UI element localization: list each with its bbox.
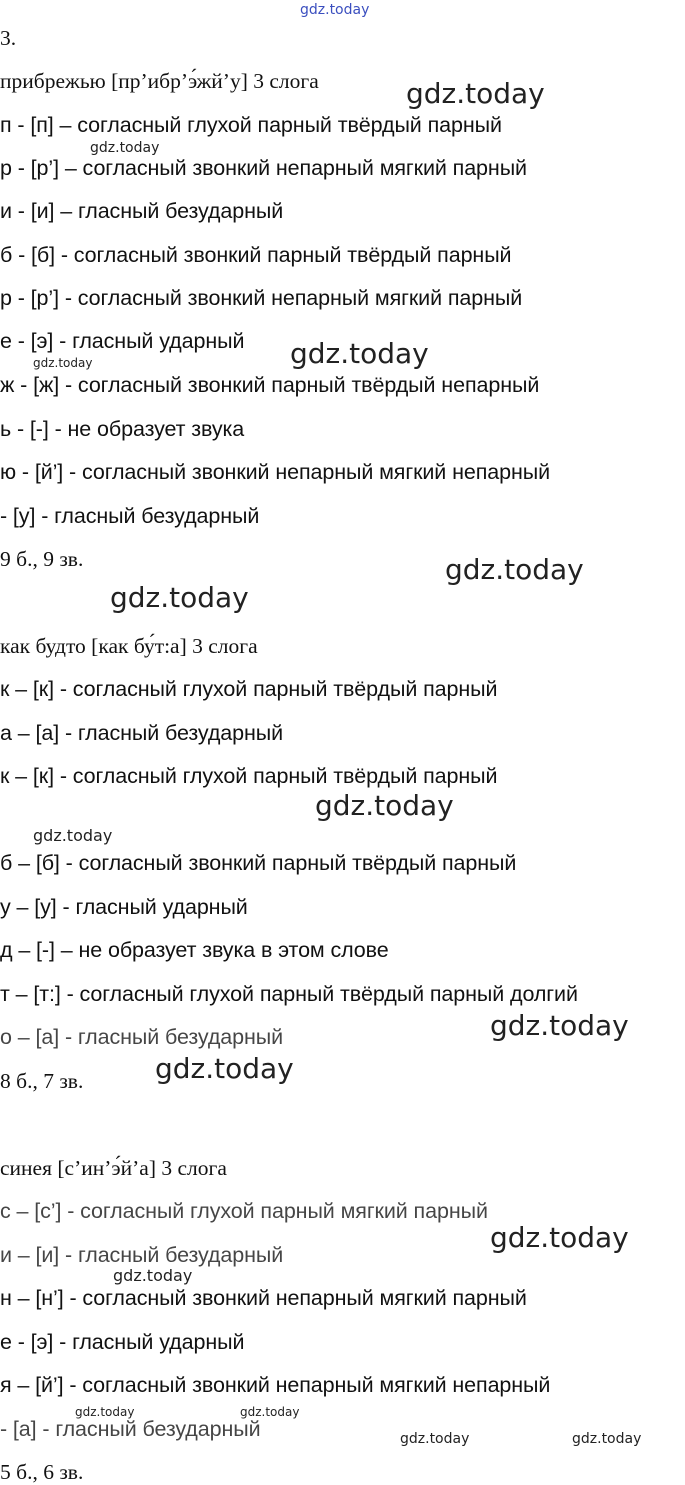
watermark: gdz.today (110, 581, 249, 614)
word2-summary: 8 б., 7 зв. (0, 1069, 84, 1093)
word2-row-6: д – [-] – не образует звука в этом слове (0, 938, 389, 962)
watermark: gdz.today (406, 77, 545, 110)
watermark: gdz.today (155, 1052, 294, 1085)
word1-row-8: ь - [-] - не образует звука (0, 417, 245, 441)
word2-header: как будто [как бу́т:а] 3 слога (0, 634, 258, 658)
word1-row-7: ж - [ж] - согласный звонкий парный твёрдый непарный (0, 373, 540, 397)
word3-row-4: е - [э] - гласный ударный (0, 1330, 245, 1354)
task-number: 3. (0, 26, 17, 50)
word2-row-1: к – [к] - согласный глухой парный твёрдый парный (0, 677, 498, 701)
watermark: gdz.today (490, 1009, 629, 1042)
watermark: gdz.today (240, 1405, 300, 1419)
word1-row-2: р - [р’] – согласный звонкий непарный мягкий парный (0, 156, 527, 180)
watermark: gdz.today (572, 1431, 642, 1447)
watermark: gdz.today (33, 356, 93, 370)
word3-row-6: - [а] - гласный безударный (0, 1417, 261, 1441)
word2-row-4: б – [б] - согласный звонкий парный твёрдый парный (0, 851, 517, 875)
word1-header: прибрежью [пр’ибр’э́жй’у] 3 слога (0, 69, 319, 93)
word2-row-5: у – [у] - гласный ударный (0, 895, 248, 919)
watermark: gdz.today (315, 789, 454, 822)
watermark: gdz.today (445, 553, 584, 586)
word3-row-3: н – [н’] - согласный звонкий непарный мягкий парный (0, 1286, 527, 1310)
watermark: gdz.today (290, 337, 429, 370)
word1-row-9: ю - [й’] - согласный звонкий непарный мягкий непарный (0, 460, 551, 484)
word1-row-10: - [у] - гласный безударный (0, 504, 260, 528)
watermark: gdz.today (400, 1431, 470, 1447)
word2-row-8: о – [а] - гласный безударный (0, 1025, 284, 1049)
word3-row-1: с – [с’] - согласный глухой парный мягкий парный (0, 1199, 488, 1223)
watermark: gdz.today (490, 1221, 629, 1254)
word3-row-5: я – [й’] - согласный звонкий непарный мягкий непарный (0, 1373, 551, 1397)
word1-row-6: е - [э] - гласный ударный (0, 329, 245, 353)
watermark: gdz.today (113, 1266, 193, 1285)
word1-row-5: р - [р’] - согласный звонкий непарный мягкий парный (0, 286, 523, 310)
word3-row-2: и – [и] - гласный безударный (0, 1243, 284, 1267)
word1-row-1: п - [п] – согласный глухой парный твёрдый парный (0, 113, 502, 137)
watermark: gdz.today (33, 826, 113, 845)
word2-row-7: т – [т:] - согласный глухой парный твёрдый парный долгий (0, 982, 578, 1006)
watermark-top: gdz.today (300, 2, 370, 18)
word1-row-4: б - [б] - согласный звонкий парный твёрдый парный (0, 243, 512, 267)
word3-header: синея [с’ин’э́й’а] 3 слога (0, 1156, 227, 1180)
word2-row-2: а – [а] - гласный безударный (0, 721, 284, 745)
word1-summary: 9 б., 9 зв. (0, 547, 84, 571)
word2-row-3: к – [к] - согласный глухой парный твёрдый парный (0, 764, 498, 788)
word1-row-3: и - [и] – гласный безударный (0, 199, 284, 223)
word3-summary: 5 б., 6 зв. (0, 1460, 84, 1484)
watermark: gdz.today (75, 1405, 135, 1419)
watermark: gdz.today (90, 140, 160, 156)
